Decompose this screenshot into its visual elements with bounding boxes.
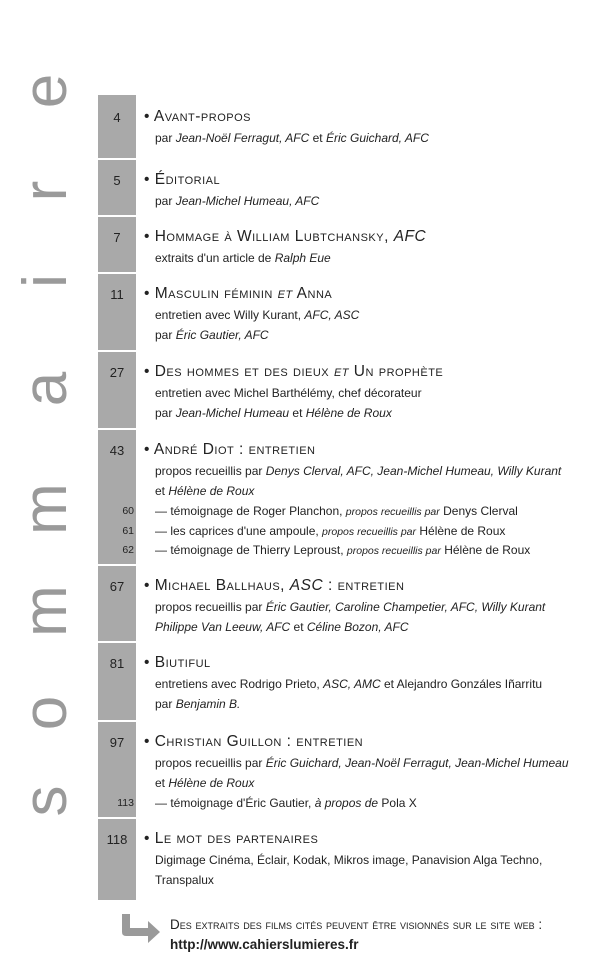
text-run: par xyxy=(155,405,176,420)
entry-credit-line xyxy=(155,620,409,634)
sub-page-number: 62 xyxy=(122,544,134,556)
bullet-icon: • xyxy=(144,830,155,847)
text-run: propos recueillis par xyxy=(155,756,266,770)
text-run: Jean-Michel Humeau xyxy=(175,405,290,420)
bullet-icon: • xyxy=(144,171,155,188)
text-run: par xyxy=(155,131,176,145)
text-run: Céline Bozon, AFC xyxy=(306,619,409,634)
entry-title-italic: et xyxy=(277,285,293,302)
text-run: par xyxy=(155,327,176,342)
entry-title-text: Masculin féminin xyxy=(154,285,278,302)
entry-credit-line xyxy=(155,600,545,614)
side-title-letter: m xyxy=(11,483,80,535)
page-number: 81 xyxy=(109,656,125,671)
entry-title-italic: et xyxy=(333,363,349,380)
entry-title xyxy=(144,733,363,751)
entry-title xyxy=(144,228,426,246)
footer-text: Des extraits des films cités peuvent être visionnés sur le site web : xyxy=(170,917,543,932)
sub-entry-line xyxy=(155,524,505,538)
entry-title xyxy=(144,441,316,459)
entry-credit-line xyxy=(155,484,254,498)
text-run: entretien avec Willy Kurant, xyxy=(155,308,305,322)
side-title-letter: a xyxy=(11,371,80,407)
side-title-letter: s xyxy=(11,785,80,817)
page-number: 11 xyxy=(110,287,124,302)
text-run: Jean-Noël Ferragut, AFC xyxy=(175,131,310,145)
entry-title-text: Avant-propos xyxy=(153,108,251,125)
entry-title xyxy=(144,830,318,848)
text-run: Denys Clerval, AFC, Jean-Michel Humeau, Willy Kurant xyxy=(265,464,562,478)
entry-credit-line xyxy=(155,776,254,790)
page-number: 7 xyxy=(113,230,121,245)
entry-title-italic: AFC xyxy=(393,228,427,245)
entry-credit-line xyxy=(155,873,214,887)
bullet-icon: • xyxy=(144,441,154,458)
entry-title-text: Christian Guillon : entretien xyxy=(154,733,364,750)
entry-divider xyxy=(98,215,136,217)
page-number: 67 xyxy=(109,579,125,594)
page-number: 4 xyxy=(113,110,121,125)
text-run: ASC, AMC xyxy=(323,677,381,691)
entry-divider xyxy=(98,720,136,722)
entry-title-text: Des hommes et des dieux xyxy=(154,363,334,380)
sub-entry-line xyxy=(155,543,530,557)
sub-page-number: 113 xyxy=(117,797,134,809)
entry-credit-line xyxy=(155,194,319,208)
text-run: propos recueillis par xyxy=(345,506,440,518)
page-number: 27 xyxy=(109,365,125,380)
entry-credit-line xyxy=(155,756,569,770)
entry-title-text: Hommage à William Lubtchansky, xyxy=(154,228,394,245)
text-run: propos recueillis par xyxy=(155,464,266,478)
text-run: Éric Guichard, Jean-Noël Ferragut, Jean-Michel Humeau xyxy=(265,756,569,770)
text-run: Hélène de Roux xyxy=(168,483,255,498)
sub-page-number: 61 xyxy=(122,524,134,537)
entry-title xyxy=(144,363,443,381)
text-run: Éric Gautier, AFC xyxy=(175,327,269,342)
bullet-icon: • xyxy=(144,228,155,245)
entry-title-rest: : entretien xyxy=(323,577,405,594)
text-run: — témoignage d'Éric Gautier, xyxy=(155,796,315,810)
entry-title-rest: Un prophète xyxy=(349,363,444,380)
sub-entry-line xyxy=(155,796,417,810)
text-run: Digimage Cinéma, Éclair, Kodak, Mikros image, Panavision Alga Techno, xyxy=(155,853,543,867)
entry-title-text: Michael Ballhaus, xyxy=(154,577,290,594)
text-run: à propos de xyxy=(314,796,379,810)
text-run: et xyxy=(309,131,326,145)
text-run: — témoignage de Thierry Leproust, xyxy=(155,543,347,557)
side-title-letter: r xyxy=(11,180,80,202)
text-run: — les caprices d'une ampoule, xyxy=(155,523,323,538)
side-title-letter: e xyxy=(11,73,80,109)
text-run: Jean-Michel Humeau, AFC xyxy=(175,194,320,208)
text-run: par xyxy=(155,194,176,208)
text-run: Pola X xyxy=(378,796,417,810)
side-title-letter: o xyxy=(11,695,80,731)
bullet-icon: • xyxy=(144,363,155,380)
text-run: Hélène de Roux xyxy=(440,543,531,557)
text-run: — témoignage de Roger Planchon, xyxy=(155,504,346,518)
bullet-icon: • xyxy=(144,285,155,302)
bullet-icon: • xyxy=(144,577,155,594)
text-run: Philippe Van Leeuw, AFC xyxy=(155,619,291,634)
text-run: propos recueillis par xyxy=(346,545,441,557)
page-number: 5 xyxy=(113,173,121,188)
entry-divider xyxy=(98,428,136,430)
text-run: et xyxy=(155,483,169,498)
entry-title-text: Biutiful xyxy=(154,654,211,671)
bullet-icon: • xyxy=(144,108,154,125)
text-run: entretien avec Michel Barthélémy, chef décorateur xyxy=(155,386,422,400)
text-run: extraits d'un article de xyxy=(155,251,275,265)
entry-divider xyxy=(98,272,136,274)
text-run: AFC, ASC xyxy=(304,308,360,322)
text-run: entretiens avec Rodrigo Prieto, xyxy=(155,677,324,691)
entry-credit-line xyxy=(155,677,542,691)
text-run: et xyxy=(289,405,306,420)
entry-credit-line xyxy=(155,386,422,400)
bullet-icon: • xyxy=(144,733,155,750)
entry-credit-line xyxy=(155,464,561,478)
page-number: 97 xyxy=(109,735,125,750)
entry-divider xyxy=(98,158,136,160)
entry-divider xyxy=(98,817,136,819)
text-run: Benjamin B. xyxy=(175,696,241,711)
text-run: Ralph Eue xyxy=(274,251,331,265)
entry-title xyxy=(144,654,211,672)
entry-title-text: Éditorial xyxy=(154,171,221,188)
entry-credit-line xyxy=(155,853,542,867)
text-run: par xyxy=(155,696,176,711)
text-run: Éric Gautier, Caroline Champetier, AFC, Willy Kurant xyxy=(265,600,546,614)
page-number: 118 xyxy=(106,832,128,847)
entry-credit-line xyxy=(155,328,269,342)
text-run: Hélène de Roux xyxy=(305,405,392,420)
entry-title-text: André Diot : entretien xyxy=(153,441,316,458)
side-title-letter: i xyxy=(11,274,80,288)
side-title xyxy=(0,73,92,902)
entry-credit-line xyxy=(155,308,359,322)
entry-divider xyxy=(98,641,136,643)
entry-title-italic: ASC xyxy=(289,577,324,594)
text-run: et Alejandro Gonzáles Iñarritu xyxy=(380,677,543,691)
page-number: 43 xyxy=(109,443,125,458)
text-run: et xyxy=(290,619,307,634)
entry-credit-line xyxy=(155,697,240,711)
entry-title xyxy=(144,285,332,303)
text-run: Hélène de Roux xyxy=(168,775,255,790)
entry-title xyxy=(144,577,404,595)
entry-title xyxy=(144,108,251,126)
text-run: propos recueillis par xyxy=(322,525,417,538)
arrow-right-icon xyxy=(118,912,162,946)
entry-divider xyxy=(98,564,136,566)
text-run: Transpalux xyxy=(155,872,214,887)
website-link[interactable]: http://www.cahierslumieres.fr xyxy=(170,937,359,952)
entry-title xyxy=(144,171,220,189)
entry-credit-line xyxy=(155,131,429,145)
text-run: Hélène de Roux xyxy=(416,523,506,538)
entry-divider xyxy=(98,350,136,352)
entry-title-text: Le mot des partenaires xyxy=(154,830,319,847)
entry-credit-line xyxy=(155,251,331,265)
entry-title-rest: Anna xyxy=(292,285,333,302)
text-run: Denys Clerval xyxy=(439,504,518,518)
bullet-icon: • xyxy=(144,654,155,671)
text-run: propos recueillis par xyxy=(155,600,266,614)
sub-entry-line xyxy=(155,504,518,518)
side-title-letter: m xyxy=(11,585,80,637)
text-run: et xyxy=(155,775,169,790)
text-run: Éric Guichard, AFC xyxy=(325,131,429,145)
entry-credit-line xyxy=(155,406,392,420)
sub-page-number: 60 xyxy=(122,505,134,517)
